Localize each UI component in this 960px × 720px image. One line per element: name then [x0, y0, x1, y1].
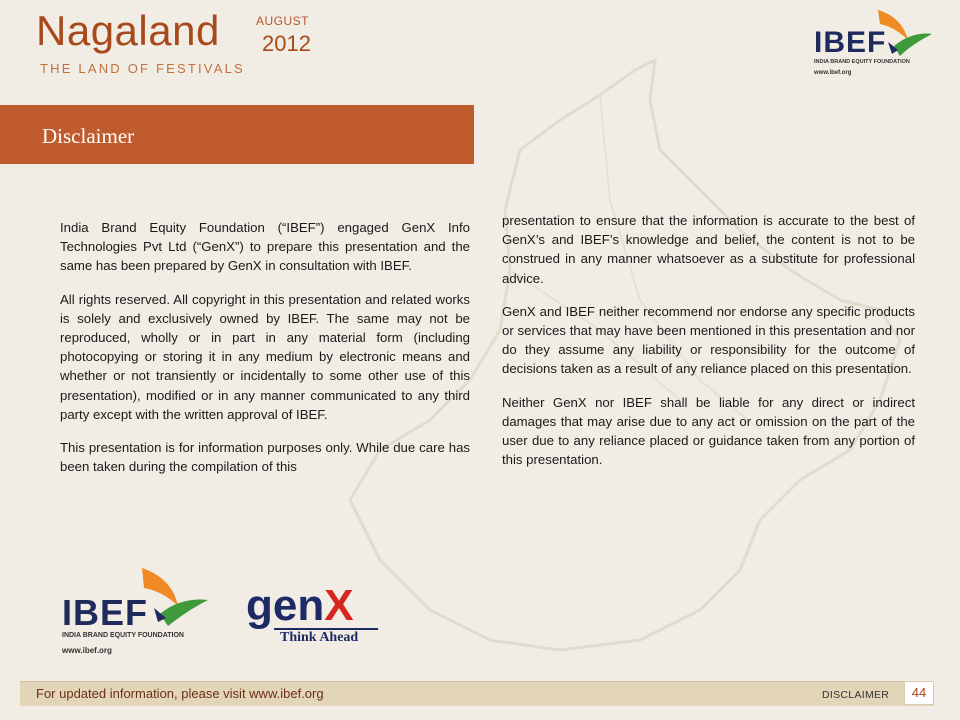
ibef-url: www.ibef.org [62, 646, 112, 655]
disclaimer-paragraph: All rights reserved. All copyright in this presentation and related works is solely and exclusively owned by IBEF. The same may not be reproduced, wholly or in part in any material form (including photocopying or storing it in any medium by electronic means and whether or not transiently or incidentally to some other use of this presentation), modified or in any manner communicated to any third party except with the written approval of IBEF. [60, 291, 470, 422]
genx-logo[interactable] [246, 581, 378, 650]
ibef-wordmark: IBEF [62, 592, 149, 633]
disclaimer-paragraph: This presentation is for information purposes only. While due care has been taken during the compilation of this [60, 440, 470, 475]
page-title: Nagaland [36, 7, 220, 54]
date-month: AUGUST [256, 14, 310, 28]
genx-tagline: Think Ahead [280, 630, 359, 645]
disclaimer-paragraph: GenX and IBEF neither recommend nor endorse any specific products or services that may have been mentioned in this presentation and nor do they assume any liability or responsibility for the outcome of decisions taken as a result of any reliance placed on this presentation. [502, 303, 915, 377]
ibef-logo-top[interactable] [808, 6, 938, 80]
section-title: Disclaimer [42, 124, 135, 148]
disclaimer-left-column [60, 218, 470, 490]
disclaimer-paragraph: India Brand Equity Foundation (“IBEF”) engaged GenX Info Technologies Pvt Ltd (“GenX”) to prepare this presentation and the same has been prepared by GenX in consultation with IBEF. [60, 220, 470, 274]
date-year: 2012 [262, 31, 311, 56]
genx-wordmark-gen: gen [246, 581, 325, 630]
ibef-tagline: INDIA BRAND EQUITY FOUNDATION [62, 632, 184, 639]
page-number: 44 [904, 681, 934, 705]
disclaimer-paragraph: presentation to ensure that the information is accurate to the best of GenX’s and IBEF’s knowledge and belief, the content is not to be construed in any manner whatsoever as a substitute for professional advice. [502, 213, 915, 286]
ibef-tagline: INDIA BRAND EQUITY FOUNDATION [814, 59, 910, 65]
ibef-url: www.ibef.org [814, 70, 852, 76]
ibef-wordmark: IBEF [814, 26, 887, 59]
page-subtitle: THE LAND OF FESTIVALS [40, 61, 245, 76]
genx-wordmark-x: X [324, 581, 354, 630]
genx-wordmark [246, 581, 354, 630]
footer-section-label: DISCLAIMER [822, 689, 890, 701]
disclaimer-paragraph: Neither GenX nor IBEF shall be liable for any direct or indirect damages that may arise due to any act or omission on the part of the user due to any reliance placed or guidance taken from any portion of this presentation. [502, 394, 915, 468]
footer-text[interactable]: For updated information, please visit www.ibef.org [36, 686, 324, 701]
ibef-logo-bottom[interactable] [60, 566, 210, 658]
disclaimer-right-column [502, 211, 915, 483]
